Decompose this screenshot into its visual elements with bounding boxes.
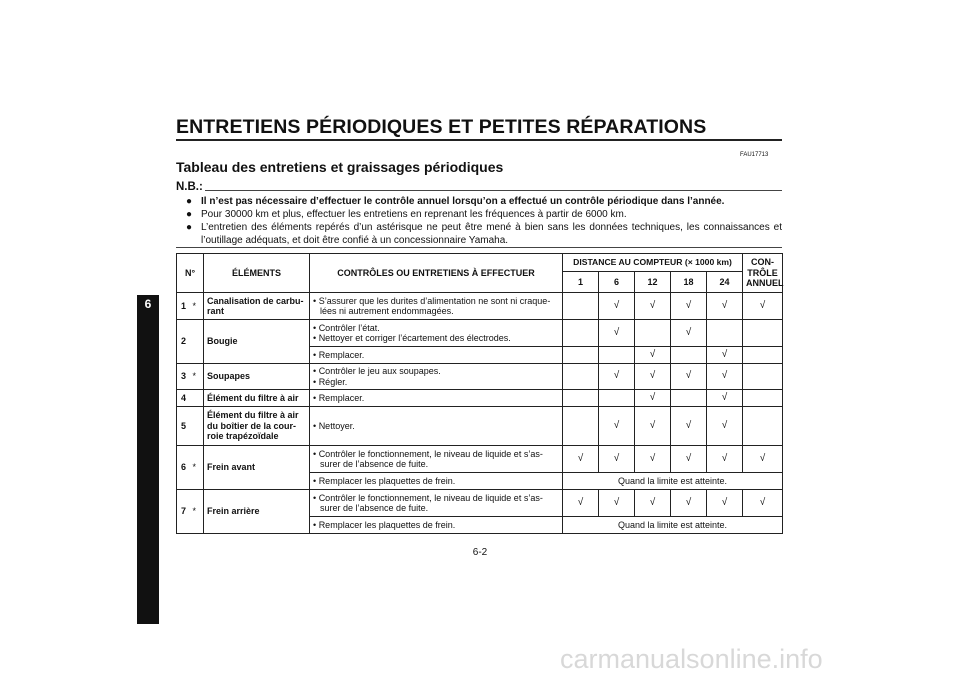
- check-cell: [563, 364, 599, 390]
- row-number: 2: [177, 320, 193, 364]
- action-item: • Remplacer.: [313, 392, 365, 403]
- element-name: Élément du filtre à air du boîtier de la cour-roie trapézoïdale: [204, 407, 310, 446]
- check-cell: √: [599, 490, 635, 517]
- check-cell: √: [563, 446, 599, 473]
- header-action: CONTRÔLES OU ENTRETIENS À EFFECTUER: [310, 254, 563, 293]
- element-name: Bougie: [204, 320, 310, 364]
- table-row: [177, 390, 783, 407]
- action-item: • Contrôler le jeu aux soupapes.: [313, 366, 441, 376]
- asterisk-mark: *: [193, 293, 204, 320]
- check-cell: √: [563, 490, 599, 517]
- section-title: Tableau des entretiens et graissages périodiques: [176, 159, 504, 175]
- check-cell: [599, 390, 635, 407]
- check-cell: √: [707, 407, 743, 446]
- action-cell: [310, 347, 563, 364]
- check-cell: √: [599, 446, 635, 473]
- header-distance-col: 18: [671, 272, 707, 293]
- limit-note: Quand la limite est atteinte.: [563, 517, 783, 534]
- header-num: N°: [177, 254, 204, 293]
- chapter-tab-label: 6: [144, 297, 152, 311]
- check-cell: √: [635, 490, 671, 517]
- asterisk-mark: [193, 320, 204, 364]
- check-cell: [563, 407, 599, 446]
- header-distance-col: 24: [707, 272, 743, 293]
- table-row: [177, 407, 783, 446]
- action-cell: [310, 517, 563, 534]
- action-item: • Nettoyer.: [313, 420, 355, 431]
- action-cell: [310, 364, 563, 390]
- check-cell: √: [599, 293, 635, 320]
- row-number: 7: [177, 490, 193, 534]
- check-cell: √: [635, 390, 671, 407]
- action-item: • Nettoyer et corriger l’écartement des électrodes.: [313, 333, 511, 343]
- row-number: 5: [177, 407, 193, 446]
- table-row: [177, 490, 783, 517]
- element-name: Élément du filtre à air: [204, 390, 310, 407]
- row-number: 4: [177, 390, 193, 407]
- header-element: ÉLÉMENTS: [204, 254, 310, 293]
- note-rule: [205, 190, 782, 191]
- header-distance-col: 12: [635, 272, 671, 293]
- chapter-tab: [137, 295, 159, 624]
- action-item: • Contrôler le fonctionnement, le niveau de liquide et s’as-surer de l’absence de fuite.: [313, 492, 543, 513]
- bullet-icon: ●: [186, 222, 193, 233]
- note-text: L’entretien des éléments repérés d’un astérisque ne peut être mené à bien sans les données techniques, les connaissances et l’outillage adéquats, et doit être confié à un concessionnaire Yamaha.: [201, 222, 782, 246]
- table-row: [177, 364, 783, 390]
- check-cell: √: [707, 490, 743, 517]
- check-cell: √: [599, 364, 635, 390]
- action-item: • Régler.: [313, 376, 348, 387]
- action-item: • Remplacer les plaquettes de frein.: [313, 475, 456, 486]
- check-cell: [671, 347, 707, 364]
- row-number: 6: [177, 446, 193, 490]
- check-cell: √: [671, 407, 707, 446]
- row-number: 3: [177, 364, 193, 390]
- asterisk-mark: [193, 407, 204, 446]
- check-cell: [743, 390, 783, 407]
- watermark: carmanualsonline.info: [560, 644, 823, 674]
- doc-code: FAU17713: [740, 152, 769, 158]
- bullet-icon: ●: [186, 209, 193, 220]
- check-cell: [671, 390, 707, 407]
- action-item: • S’assurer que les durites d’alimentation ne sont ni craque-lées ni autrement endommagées.: [313, 295, 551, 316]
- row-number: 1: [177, 293, 193, 320]
- check-cell: √: [635, 364, 671, 390]
- check-cell: √: [671, 364, 707, 390]
- header-distance: DISTANCE AU COMPTEUR (× 1000 km): [563, 254, 743, 272]
- action-cell: [310, 446, 563, 473]
- check-cell: [743, 407, 783, 446]
- check-cell: √: [743, 446, 783, 473]
- asterisk-mark: *: [193, 446, 204, 490]
- check-cell: √: [671, 293, 707, 320]
- check-cell: √: [707, 364, 743, 390]
- action-item: • Remplacer.: [313, 349, 365, 360]
- element-name: Soupapes: [204, 364, 310, 390]
- note-text: Pour 30000 km et plus, effectuer les entretiens en reprenant les fréquences à partir de 6000 km.: [201, 209, 627, 220]
- action-cell: [310, 407, 563, 446]
- asterisk-mark: *: [193, 364, 204, 390]
- action-cell: [310, 293, 563, 320]
- check-cell: √: [707, 347, 743, 364]
- asterisk-mark: *: [193, 490, 204, 534]
- table-row: [177, 446, 783, 473]
- check-cell: √: [599, 320, 635, 347]
- check-cell: [563, 293, 599, 320]
- check-cell: [563, 320, 599, 347]
- action-item: • Contrôler l’état.: [313, 322, 380, 333]
- limit-note: Quand la limite est atteinte.: [563, 473, 783, 490]
- action-cell: [310, 490, 563, 517]
- check-cell: √: [707, 390, 743, 407]
- element-name: Frein avant: [204, 446, 310, 490]
- check-cell: √: [599, 407, 635, 446]
- element-name: Frein arrière: [204, 490, 310, 534]
- note-label: N.B.:: [176, 181, 203, 193]
- action-item: • Remplacer les plaquettes de frein.: [313, 519, 456, 530]
- page-title: ENTRETIENS PÉRIODIQUES ET PETITES RÉPARATIONS: [176, 116, 707, 138]
- header-annual: CON-TRÔLE ANNUEL: [743, 254, 783, 293]
- check-cell: √: [743, 293, 783, 320]
- maintenance-table: [176, 253, 783, 534]
- note-item: [186, 221, 782, 247]
- check-cell: √: [707, 293, 743, 320]
- check-cell: [743, 320, 783, 347]
- check-cell: √: [635, 446, 671, 473]
- check-cell: √: [671, 446, 707, 473]
- page-number: 6-2: [472, 547, 488, 558]
- note-item: [186, 195, 782, 208]
- check-cell: [563, 347, 599, 364]
- bullet-icon: ●: [186, 196, 193, 207]
- asterisk-mark: [193, 390, 204, 407]
- check-cell: [599, 347, 635, 364]
- header-distance-col: 1: [563, 272, 599, 293]
- table-row: [177, 293, 783, 320]
- check-cell: [743, 364, 783, 390]
- check-cell: √: [635, 407, 671, 446]
- check-cell: √: [671, 320, 707, 347]
- header-distance-col: 6: [599, 272, 635, 293]
- element-name: Canalisation de carbu-rant: [204, 293, 310, 320]
- action-item: • Contrôler le fonctionnement, le niveau de liquide et s’as-surer de l’absence de fuite.: [313, 448, 543, 469]
- check-cell: [707, 320, 743, 347]
- check-cell: [743, 347, 783, 364]
- check-cell: √: [635, 293, 671, 320]
- table-row: [177, 320, 783, 347]
- note-item: [186, 208, 782, 221]
- check-cell: √: [635, 347, 671, 364]
- action-cell: [310, 320, 563, 347]
- action-cell: [310, 390, 563, 407]
- action-cell: [310, 473, 563, 490]
- check-cell: √: [671, 490, 707, 517]
- note-text: Il n’est pas nécessaire d’effectuer le contrôle annuel lorsqu’on a effectué un contrôle périodique dans l’année.: [201, 196, 725, 207]
- check-cell: √: [707, 446, 743, 473]
- check-cell: [635, 320, 671, 347]
- title-rule: [176, 139, 782, 141]
- check-cell: [563, 390, 599, 407]
- check-cell: √: [743, 490, 783, 517]
- note-end-rule: [176, 247, 782, 248]
